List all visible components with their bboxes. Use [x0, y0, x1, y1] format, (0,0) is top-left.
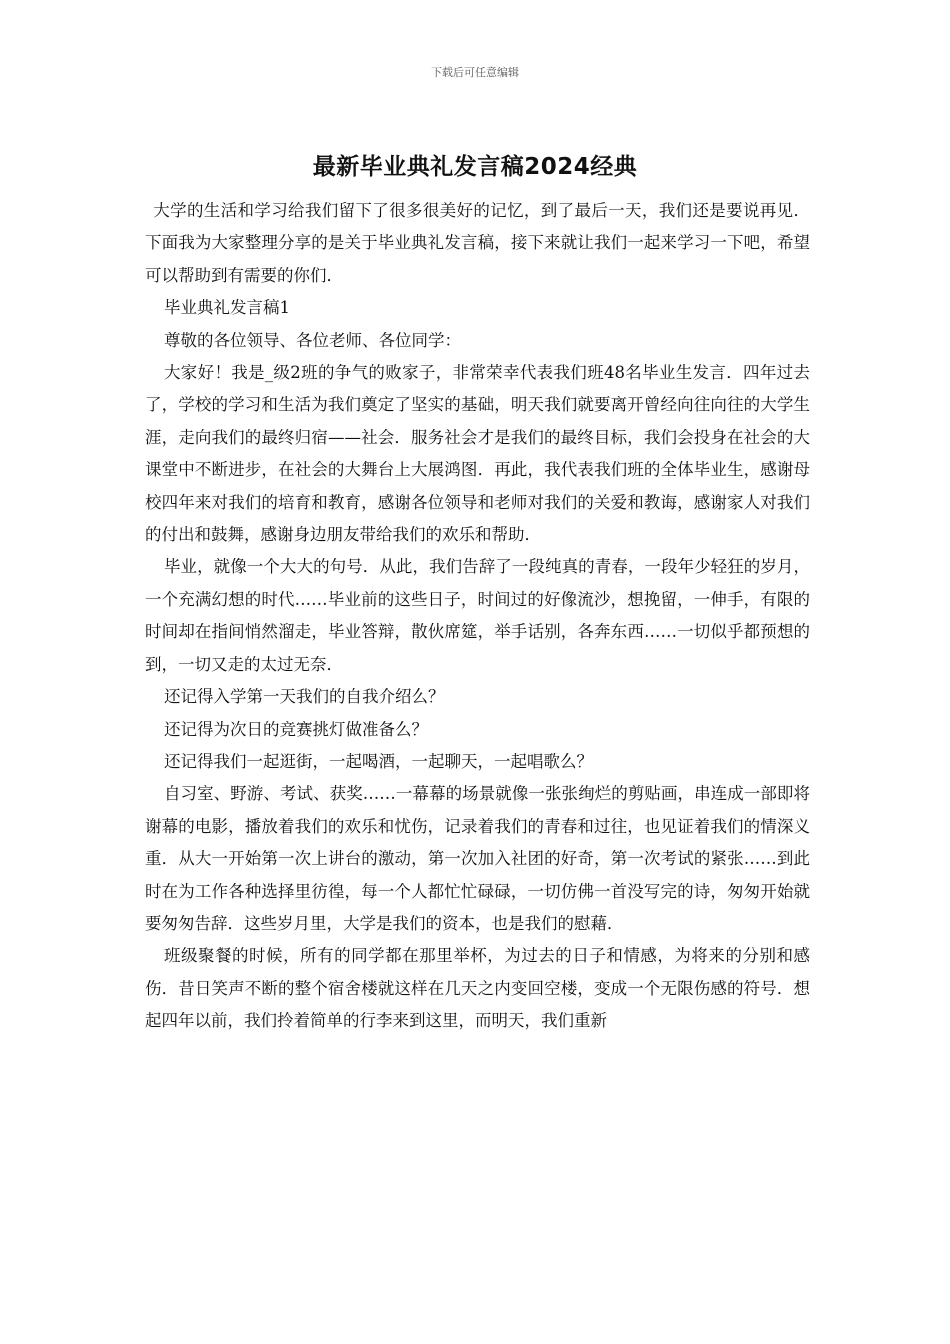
body-paragraph: 还记得我们一起逛街，一起喝酒，一起聊天，一起唱歌么？: [163, 751, 593, 771]
intro-paragraph: 大学的生活和学习给我们留下了很多很美好的记忆，到了最后一天，我们还是要说再见．下面我为大家整理分享的是关于毕业典礼发言稿，接下来就让我们一起来学习一下吧，希望可以帮助到有需要的你们．: [145, 201, 810, 285]
body-paragraph: 还记得为次日的竞赛挑灯做准备么？: [163, 719, 428, 739]
document-body: [145, 195, 810, 1038]
body-paragraph: 自习室、野游、考试、获奖……一幕幕的场景就像一张张绚烂的剪贴画，串连成一部即将谢幕的电影，播放着我们的欢乐和忧伤，记录着我们的青春和过往，也见证着我们的情深义重．从大一开始第一次上讲台的激动，第一次加入社团的好奇，第一次考试的紧张……到此时在为工作各种选择里彷徨，每一个人都忙忙碌碌，一切仿佛一首没写完的诗，匆匆开始就要匆匆告辞．这些岁月里，大学是我们的资本，也是我们的慰藉．: [145, 784, 810, 933]
body-paragraph: 还记得入学第一天我们的自我介绍么？: [163, 687, 445, 707]
salutation-paragraph: 尊敬的各位领导、各位老师、各位同学：: [163, 330, 461, 350]
page-header-note: 下载后可任意编辑: [431, 66, 519, 79]
body-paragraph: 班级聚餐的时候，所有的同学都在那里举杯，为过去的日子和情感，为将来的分别和感伤．昔日笑声不断的整个宿舍楼就这样在几天之内变回空楼，变成一个无限伤感的符号．想起四年以前，我们拎着简单的行李来到这里，而明天，我们重新: [145, 946, 810, 1031]
body-paragraph: 毕业，就像一个大大的句号．从此，我们告辞了一段纯真的青春，一段年少轻狂的岁月，一个充满幻想的时代……毕业前的这些日子，时间过的好像流沙，想挽留，一伸手，有限的时间却在指间悄然溜走，毕业答辩，散伙席筵，举手话别，各奔东西……一切似乎都预想的到，一切又走的太过无奈．: [145, 557, 810, 674]
body-paragraph: 大家好！我是_级2班的争气的败家子，非常荣幸代表我们班48名毕业生发言．四年过去了，学校的学习和生活为我们奠定了坚实的基础，明天我们就要离开曾经向往向往的大学生涯，走向我们的最终归宿——社会．服务社会才是我们的最终目标，我们会投身在社会的大课堂中不断进步，在社会的大舞台上大展鸿图．再此，我代表我们班的全体毕业生，感谢母校四年来对我们的培育和教育，感谢各位领导和老师对我们的关爱和教诲，感谢家人对我们的付出和鼓舞，感谢身边朋友带给我们的欢乐和帮助．: [145, 363, 810, 545]
document-title: 最新毕业典礼发言稿2024经典: [312, 154, 638, 180]
section-heading: 毕业典礼发言稿1: [163, 298, 290, 318]
